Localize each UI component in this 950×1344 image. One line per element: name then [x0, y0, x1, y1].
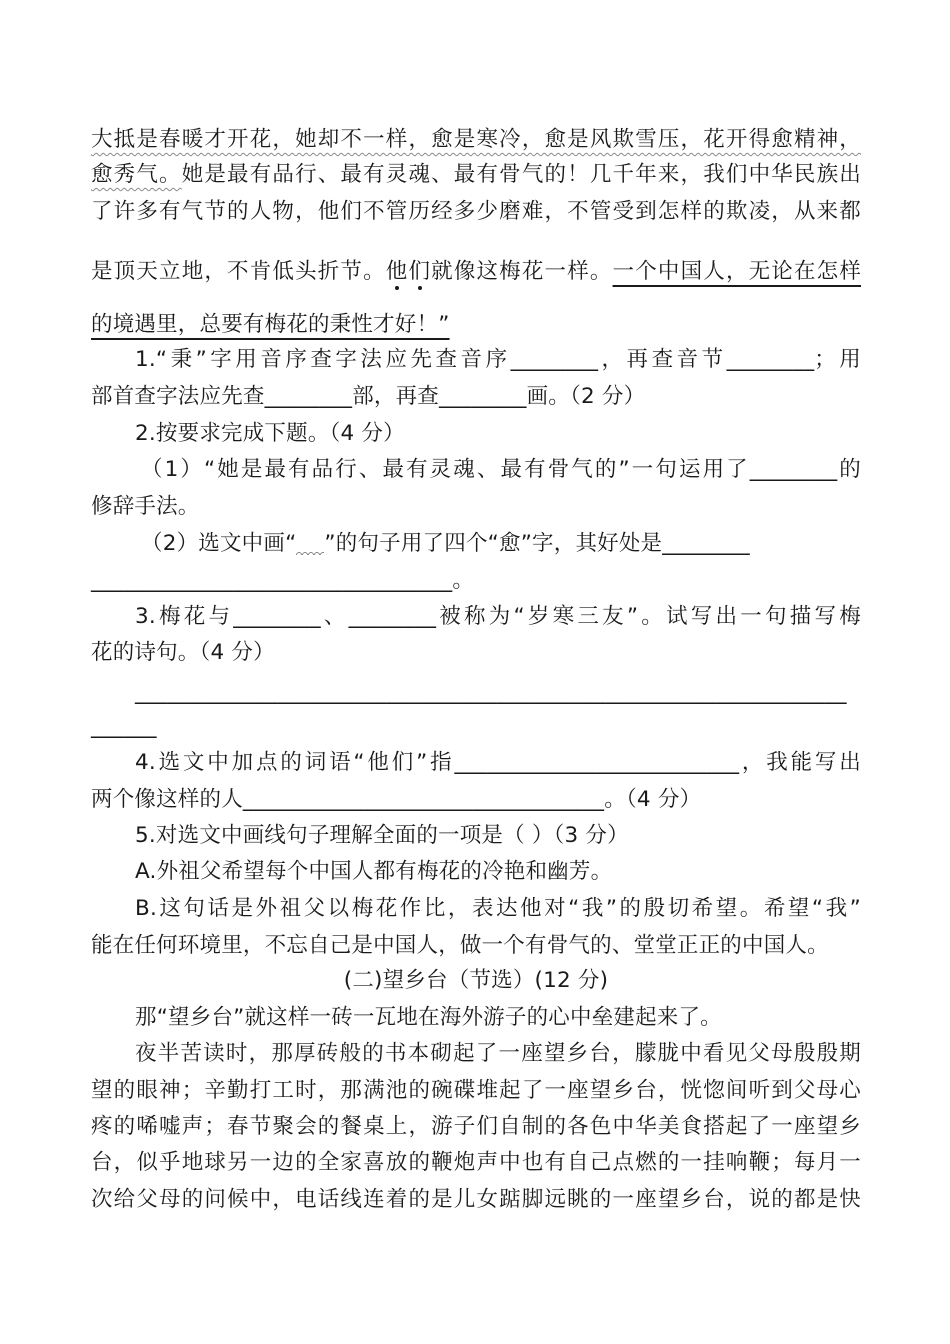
answer-blank-line: _________________________________________________________________ — [135, 680, 847, 705]
option-a: A.外祖父希望每个中国人都有梅花的冷艳和幽芳。 — [135, 859, 613, 884]
passage-line-3: 了许多有气节的人物，他们不管历经多少磨难，不管受到怎样的欺凌，从来都 — [91, 199, 861, 224]
passage-line-4: 是顶天立地，不肯低头折节。他们就像这梅花一样。一个中国人，无论在怎样 — [91, 259, 862, 284]
question-2: 2.按要求完成下题。（4 分） — [135, 421, 405, 446]
section-title: (二)望乡台（节选）(12 分) — [343, 968, 609, 993]
option-b-line-2: 能在任何环境里，不忘自己是中国人，做一个有骨气的、堂堂正正的中国人。 — [91, 933, 829, 958]
question-1-line-2: 部首查字法应先查________部，再查________画。（2 分） — [91, 384, 646, 409]
passage-line-2: 愈秀气。她是最有品行、最有灵魂、最有骨气的！几千年来，我们中华民族出 — [91, 162, 861, 187]
wavy-line-sample — [296, 529, 324, 559]
passage2-line-3: 疼的唏嘘声；春节聚会的餐桌上，游子们自制的各色中华美食搭起了一座望乡 — [91, 1114, 861, 1139]
question-2-2-line-1: （2）选文中画“ ”的句子用了四个“愈”字，其好处是________ — [91, 529, 861, 559]
passage2-line-2: 望的眼神；辛勤打工时，那满池的碗碟堆起了一座望乡台，恍惚间听到父母心 — [91, 1078, 861, 1103]
passage-line-5 — [91, 310, 861, 340]
question-4-line-2: 两个像这样的人_________________________________。（4 分） — [91, 787, 702, 812]
passage-line-1 — [91, 125, 861, 155]
option-b-line-1: B.这句话是外祖父以梅花作比，表达他对“我”的殷切希望。希望“我” — [135, 896, 861, 921]
question-2-1-line-2: 修辞手法。 — [91, 494, 200, 519]
question-4-line-1: 4.选文中加点的词语“他们”指__________________________，我能写出 — [135, 750, 861, 775]
passage2-line-4: 台，似乎地球另一边的全家喜放的鞭炮声中也有自己点燃的一挂响鞭；每月一 — [91, 1150, 861, 1175]
question-3-line-2: 花的诗句。（4 分） — [91, 640, 275, 665]
underlined-sentence: 一个中国人，无论在怎样 — [612, 259, 862, 284]
passage2-line-5: 次给父母的问候中，电话线连着的是儿女踮脚远眺的一座望乡台，说的都是快 — [91, 1187, 861, 1212]
wavy-underlined-text: 大抵是春暖才开花，她却不一样，愈是寒冷，愈是风欺雪压，花开得愈精神， — [91, 127, 861, 152]
question-2-1-line-1: （1）“她是最有品行、最有灵魂、最有骨气的”一句运用了________的 — [141, 457, 861, 482]
passage2-line-1: 夜半苦读时，那厚砖般的书本砌起了一座望乡台，朦胧中看见父母殷殷期 — [135, 1041, 861, 1066]
question-2-2-line-2: _________________________________。 — [91, 568, 475, 593]
wavy-underlined-text: 愈秀气。 — [91, 162, 182, 187]
answer-blank-line: ______ — [91, 714, 157, 739]
question-3-line-1: 3.梅花与________、________被称为“岁寒三友”。试写出一句描写梅 — [135, 604, 861, 629]
dotted-char: 们 — [408, 259, 432, 284]
question-1-line-1: 1.“秉”字用音序查字法应先查音序________，再查音节________；用 — [135, 347, 861, 372]
underlined-sentence: 的境遇里，总要有梅花的秉性才好！” — [91, 312, 450, 337]
dotted-char: 他 — [385, 259, 409, 284]
passage2-para-1: 那“望乡台”就这样一砖一瓦地在海外游子的心中垒建起来了。 — [135, 1005, 722, 1030]
question-5: 5.对选文中画线句子理解全面的一项是（ ）（3 分） — [135, 823, 629, 848]
